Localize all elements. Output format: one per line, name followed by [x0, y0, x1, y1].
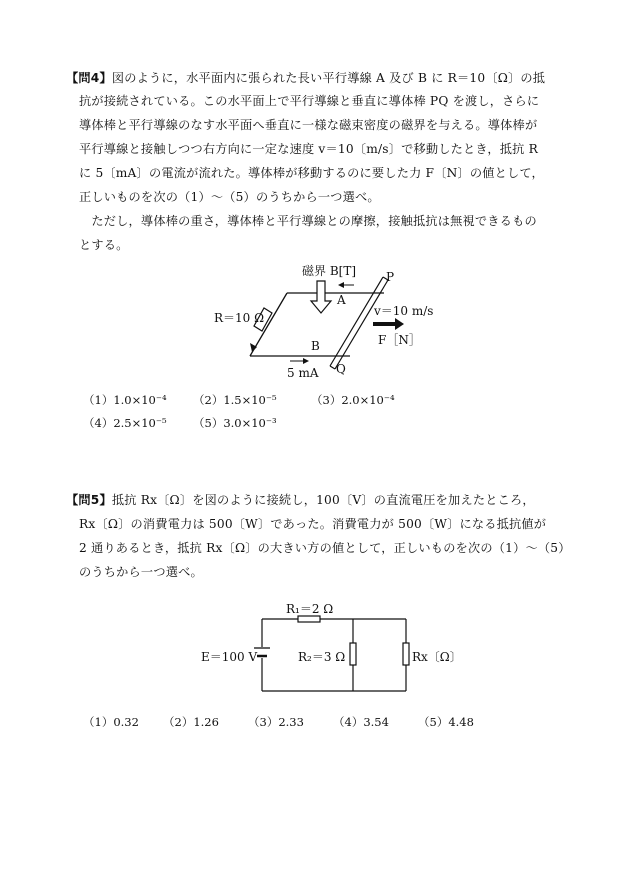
q5-line-2: Rx〔Ω〕の消費電力は 500〔W〕であった。消費電力が 500〔W〕になる抵抗値が: [79, 517, 547, 531]
r2-label: R₂＝3 Ω: [298, 650, 346, 664]
q4-line-2: 抗が接続されている。この水平面上で平行導線と垂直に導体棒 PQ を渡し，さらに: [79, 94, 540, 108]
field-label: 磁界 B[T]: [302, 264, 357, 278]
q4-line-3: 導体棒と平行導線のなす水平面へ垂直に一様な磁束密度の磁界を与える。導体棒が: [79, 118, 538, 132]
q5-option-1[interactable]: （1）0.32: [83, 715, 139, 729]
point-q: Q: [336, 362, 346, 376]
velocity-label: v＝10 m/s: [374, 304, 434, 318]
q5-line-3: 2 通りあるとき，抵抗 Rx〔Ω〕の大きい方の値として，正しいものを次の（1）～（5）: [79, 541, 571, 555]
q4-option-2[interactable]: （2）1.5×10⁻⁵: [193, 393, 277, 407]
resistor-r2: [350, 643, 356, 665]
point-p: P: [386, 270, 395, 284]
q4-line-5: に 5〔mA〕の電流が流れた。導体棒が移動するのに要した力 F〔N〕の値として，: [79, 166, 544, 180]
q4-option-5[interactable]: （5）3.0×10⁻³: [193, 416, 277, 430]
q4-label: 【問4】: [66, 71, 112, 85]
q4-line-7: ただし，導体棒の重さ，導体棒と平行導線との摩擦，接触抵抗は無視できるもの: [79, 214, 537, 228]
q5-option-4[interactable]: （4）3.54: [333, 715, 389, 729]
q4-option-1[interactable]: （1）1.0×10⁻⁴: [83, 393, 167, 407]
resistor-rx: [403, 643, 409, 665]
resistor-label: R＝10 Ω: [214, 311, 265, 325]
q5-line-4: のうちから一つ選べ。: [79, 565, 203, 579]
q5-label: 【問5】: [66, 493, 112, 507]
q4-option-3[interactable]: （3）2.0×10⁻⁴: [311, 393, 395, 407]
rail-a-label: A: [337, 293, 346, 307]
force-label: F［N］: [378, 333, 421, 347]
q4-line-4: 平行導線と接触しつつ右方向に一定な速度 v＝10〔m/s〕で移動したとき，抵抗 R: [79, 142, 538, 156]
q4-option-4[interactable]: （4）2.5×10⁻⁵: [83, 416, 167, 430]
q4-line-6: 正しいものを次の（1）～（5）のうちから一つ選べ。: [79, 190, 380, 204]
rail-b-label: B: [311, 339, 320, 353]
q4-line-8: とする。: [79, 238, 129, 252]
q5-option-3[interactable]: （3）2.33: [248, 715, 304, 729]
r1-label: R₁＝2 Ω: [286, 602, 334, 616]
source-label: E＝100 V: [201, 650, 258, 664]
rx-label: Rx〔Ω〕: [412, 650, 462, 664]
q4-text-1: 図のように，水平面内に張られた長い平行導線 A 及び B に R＝10〔Ω〕の抵: [111, 71, 546, 85]
q5-option-5[interactable]: （5）4.48: [418, 715, 474, 729]
current-label: 5 mA: [287, 366, 319, 380]
q5-text-1: 抵抗 Rx〔Ω〕を図のように接続し，100〔V〕の直流電圧を加えたところ，: [111, 493, 535, 507]
q5-option-2[interactable]: （2）1.26: [163, 715, 219, 729]
